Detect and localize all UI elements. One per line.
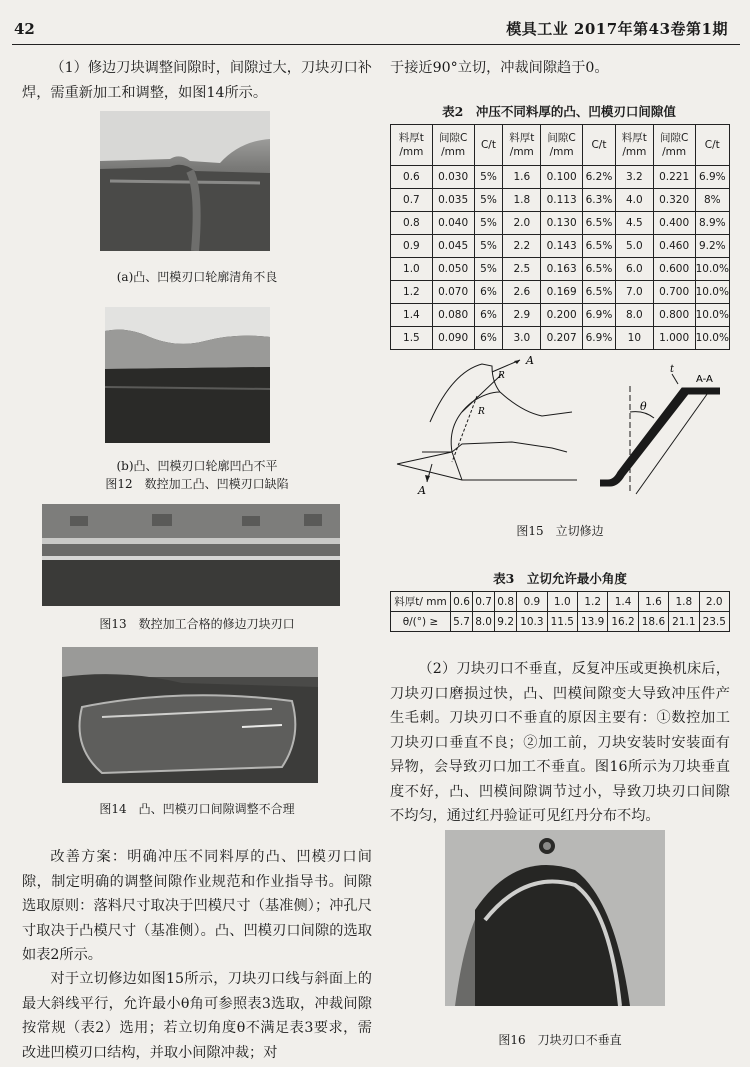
- table-row: [391, 166, 730, 189]
- table-cell: 1.5: [391, 327, 433, 350]
- table-cell: 0.400: [653, 212, 695, 235]
- table-cell: 0.090: [432, 327, 474, 350]
- figure-14-photo: [62, 647, 318, 783]
- table-3-thickness-cell: 1.6: [638, 592, 668, 612]
- table-cell: 1.8: [503, 189, 541, 212]
- table-cell: 6%: [474, 327, 503, 350]
- table-cell: 6.9%: [583, 327, 616, 350]
- paragraph-4: （2）刀块刃口不垂直，反复冲压或更换机床后，刀块刃口磨损过快，凸、凹模间隙变大导致冲压件产生毛刺。刀块刃口不垂直的原因主要有：①数控加工刀块刃口垂直不良；②加工前，刀块安装时安装面有异物，会导致刃口加工不垂直。图16所示为刀块垂直度不好，凸、凹模间隙调节过小，导致刀块刃口间隙不均匀，通过红丹验证可见红丹分布不均。: [390, 661, 730, 824]
- table-cell: 5%: [474, 189, 503, 212]
- table-row: [391, 304, 730, 327]
- table-3-angle-cell: 9.2: [495, 612, 517, 632]
- table-cell: 0.045: [432, 235, 474, 258]
- table-cell: 1.4: [391, 304, 433, 327]
- table-cell: 0.070: [432, 281, 474, 304]
- table-2-title: 表2 冲压不同料厚的凸、凹模刃口间隙值: [442, 104, 676, 119]
- table-cell: 0.8: [391, 212, 433, 235]
- table-2-header: 间隙C /mm: [541, 125, 583, 166]
- fig15-label-theta: θ: [640, 400, 647, 413]
- figure-16-caption: 图16 刀块刃口不垂直: [498, 1033, 622, 1047]
- fig15-label-a2: A: [418, 484, 426, 497]
- paragraph-1: （1）修边刀块调整间隙时，间隙过大，刀块刃口补焊，需重新加工和调整，如图14所示。: [22, 60, 372, 101]
- figure-12b-caption: (b)凸、凹模刃口轮廓凹凸不平: [116, 459, 278, 473]
- table-cell: 0.163: [541, 258, 583, 281]
- page-number: 42: [14, 20, 35, 38]
- table-cell: 6.9%: [695, 166, 729, 189]
- table-3-row2-label: θ/(°) ≥: [391, 612, 451, 632]
- table-cell: 4.0: [615, 189, 653, 212]
- table-cell: 0.9: [391, 235, 433, 258]
- table-cell: 6.5%: [583, 258, 616, 281]
- table-2-header: 间隙C /mm: [653, 125, 695, 166]
- table-row: [391, 235, 730, 258]
- table-3-thickness-cell: 0.7: [473, 592, 495, 612]
- table-cell: 0.800: [653, 304, 695, 327]
- table-cell: 3.2: [615, 166, 653, 189]
- table-2-header: C/t: [695, 125, 729, 166]
- table-3-thickness-cell: 1.8: [669, 592, 699, 612]
- table-3-thickness-cell: 2.0: [699, 592, 729, 612]
- fig15-label-t: t: [670, 364, 675, 375]
- table-3-thickness-cell: 1.2: [577, 592, 607, 612]
- header-rule: [12, 44, 740, 45]
- figure-12a-photo: [100, 111, 270, 251]
- fig15-label-section: A-A: [696, 374, 713, 385]
- table-cell: 0.143: [541, 235, 583, 258]
- table-cell: 0.035: [432, 189, 474, 212]
- figure-13-caption: 图13 数控加工合格的修边刀块刃口: [99, 617, 295, 631]
- table-cell: 6.5%: [583, 281, 616, 304]
- table-cell: 10.0%: [695, 304, 729, 327]
- table-cell: 0.200: [541, 304, 583, 327]
- figure-14-caption: 图14 凸、凹模刃口间隙调整不合理: [99, 802, 295, 816]
- table-cell: 0.130: [541, 212, 583, 235]
- table-row: [391, 327, 730, 350]
- table-row: [391, 189, 730, 212]
- table-cell: 4.5: [615, 212, 653, 235]
- table-cell: 0.221: [653, 166, 695, 189]
- table-cell: 0.207: [541, 327, 583, 350]
- table-cell: 6.2%: [583, 166, 616, 189]
- fig15-label-a1: A: [526, 354, 534, 367]
- table-cell: 0.700: [653, 281, 695, 304]
- paragraph-2: 改善方案：明确冲压不同料厚的凸、凹模刃口间隙，制定明确的调整间隙作业规范和作业指导书。间隙选取原则：落料尺寸取决于凹模尺寸（基准侧）；冲孔尺寸取决于凸模尺寸（基准侧）。凸、凹模刃口间隙的选取如表2所示。: [22, 849, 372, 963]
- table-cell: 9.2%: [695, 235, 729, 258]
- table-3-angle-cell: 8.0: [473, 612, 495, 632]
- table-cell: 0.320: [653, 189, 695, 212]
- table-3-angle-cell: 13.9: [577, 612, 607, 632]
- table-cell: 5%: [474, 258, 503, 281]
- table-cell: 7.0: [615, 281, 653, 304]
- table-cell: 0.040: [432, 212, 474, 235]
- table-cell: 2.6: [503, 281, 541, 304]
- table-3-thickness-cell: 0.9: [517, 592, 547, 612]
- table-row: [391, 258, 730, 281]
- table-cell: 1.2: [391, 281, 433, 304]
- table-3-angle-cell: 18.6: [638, 612, 668, 632]
- table-2-header: C/t: [583, 125, 616, 166]
- table-cell: 10.0%: [695, 281, 729, 304]
- table-cell: 8.0: [615, 304, 653, 327]
- paragraph-top-right: 于接近90°立切，冲裁间隙趋于0。: [390, 60, 609, 76]
- figure-12b-photo: [105, 307, 270, 443]
- table-cell: 5.0: [615, 235, 653, 258]
- figure-16-photo: [445, 830, 665, 1006]
- table-cell: 6%: [474, 281, 503, 304]
- table-cell: 10: [615, 327, 653, 350]
- table-cell: 0.050: [432, 258, 474, 281]
- table-3-thickness-cell: 0.6: [451, 592, 473, 612]
- table-2-header: 料厚t /mm: [503, 125, 541, 166]
- table-cell: 0.030: [432, 166, 474, 189]
- table-3-angle-cell: 11.5: [547, 612, 577, 632]
- table-3-thickness-cell: 1.0: [547, 592, 577, 612]
- table-3-thickness-cell: 1.4: [608, 592, 638, 612]
- fig15-label-r1: R: [498, 371, 505, 381]
- table-cell: 8%: [695, 189, 729, 212]
- table-cell: 0.169: [541, 281, 583, 304]
- table-cell: 5%: [474, 166, 503, 189]
- table-cell: 6.0: [615, 258, 653, 281]
- table-cell: 1.000: [653, 327, 695, 350]
- table-cell: 8.9%: [695, 212, 729, 235]
- figure-15-caption: 图15 立切修边: [516, 524, 604, 538]
- table-cell: 0.113: [541, 189, 583, 212]
- table-2-header: 料厚t /mm: [615, 125, 653, 166]
- table-cell: 6.5%: [583, 212, 616, 235]
- table-cell: 0.080: [432, 304, 474, 327]
- table-cell: 3.0: [503, 327, 541, 350]
- table-3-title: 表3 立切允许最小角度: [493, 571, 627, 586]
- table-cell: 0.460: [653, 235, 695, 258]
- table-cell: 0.600: [653, 258, 695, 281]
- table-cell: 0.7: [391, 189, 433, 212]
- table-cell: 6.3%: [583, 189, 616, 212]
- table-3-angle-cell: 16.2: [608, 612, 638, 632]
- journal-title: 模具工业 2017年第43卷第1期: [506, 20, 728, 38]
- table-cell: 5%: [474, 235, 503, 258]
- table-cell: 6%: [474, 304, 503, 327]
- table-3-thickness-cell: 0.8: [495, 592, 517, 612]
- table-3-angle-cell: 5.7: [451, 612, 473, 632]
- figure-13-photo: [42, 504, 340, 606]
- table-3-row1-label: 料厚t/ mm: [391, 592, 451, 612]
- table-cell: 5%: [474, 212, 503, 235]
- table-cell: 0.6: [391, 166, 433, 189]
- table-cell: 2.0: [503, 212, 541, 235]
- table-3-angle-cell: 21.1: [669, 612, 699, 632]
- table-3-angle-cell: 23.5: [699, 612, 729, 632]
- table-cell: 10.0%: [695, 258, 729, 281]
- fig15-label-r2: R: [478, 407, 485, 417]
- table-cell: 1.6: [503, 166, 541, 189]
- table-cell: 6.9%: [583, 304, 616, 327]
- table-cell: 1.0: [391, 258, 433, 281]
- table-cell: 0.100: [541, 166, 583, 189]
- table-3-angle-cell: 10.3: [517, 612, 547, 632]
- table-cell: 2.9: [503, 304, 541, 327]
- table-2-header: 间隙C /mm: [432, 125, 474, 166]
- figure-12-caption: 图12 数控加工凸、凹模刃口缺陷: [105, 477, 289, 491]
- table-cell: 10.0%: [695, 327, 729, 350]
- table-row: [391, 281, 730, 304]
- figure-15-diagram: [392, 352, 730, 512]
- figure-12a-caption: (a)凸、凹模刃口轮廓清角不良: [116, 270, 278, 284]
- table-2-header: C/t: [474, 125, 503, 166]
- table-cell: 2.5: [503, 258, 541, 281]
- table-row: [391, 212, 730, 235]
- table-cell: 6.5%: [583, 235, 616, 258]
- table-3: [390, 591, 730, 632]
- table-cell: 2.2: [503, 235, 541, 258]
- table-2: [390, 124, 730, 350]
- table-2-header: 料厚t /mm: [391, 125, 433, 166]
- paragraph-3: 对于立切修边如图15所示，刀块刃口线与斜面上的最大斜线平行，允许最小θ角可参照表3选取，冲裁间隙按常规（表2）选用；若立切角度θ不满足表3要求，需改进凹模刃口结构，并取小间隙冲裁；对: [22, 971, 372, 1061]
